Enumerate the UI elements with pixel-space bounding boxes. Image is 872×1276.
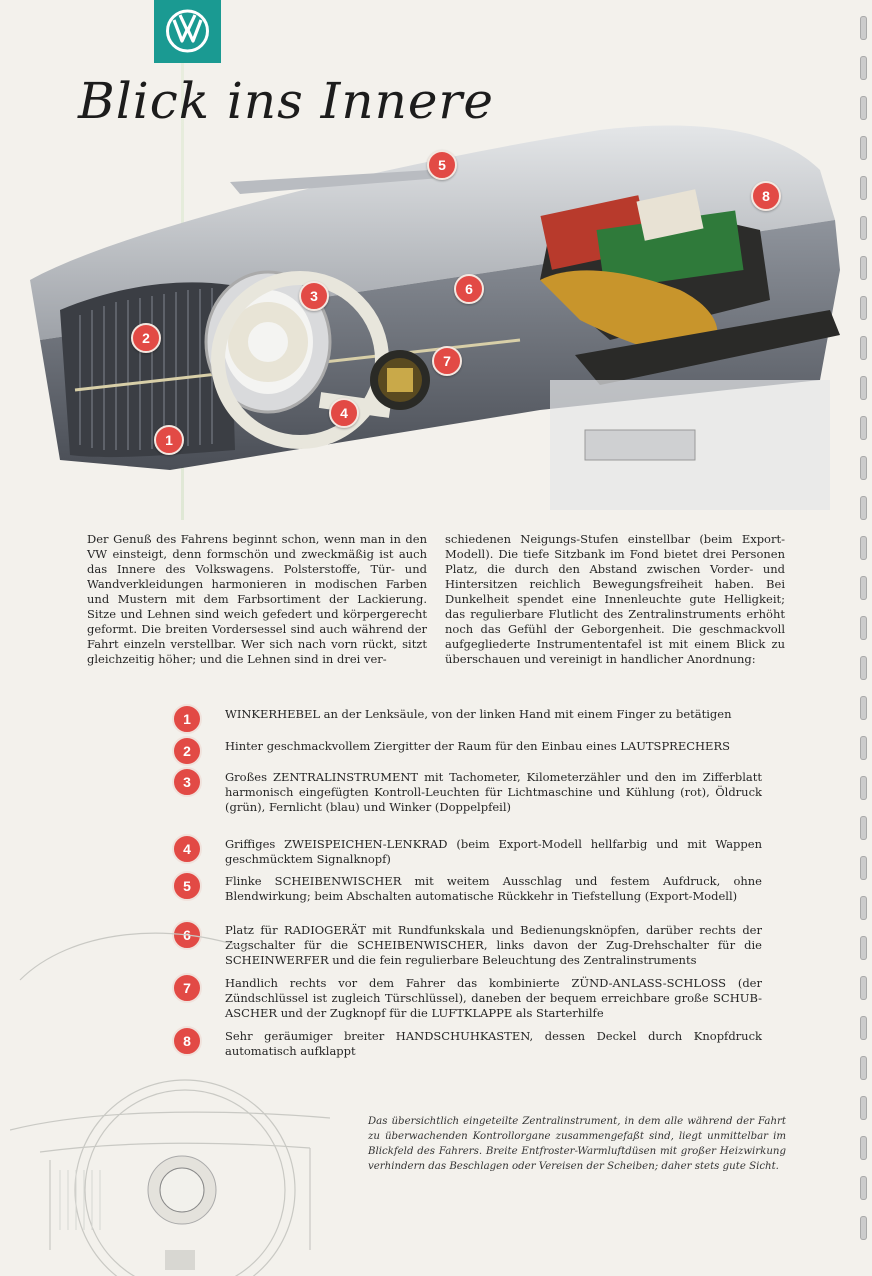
dashboard-illustration xyxy=(0,110,856,530)
feature-text: Handlich rechts vor dem Fahrer das kombinierte ZÜND-ANLASS-SCHLOSS (der Zündschlüssel ist zugleich Türschlüssel), daneben der bequem erreichbare große SCHUB-ASCHER und der Zugknopf für die LUFTKLAPPE als Starterhilfe xyxy=(225,976,762,1020)
dashboard-sketch xyxy=(10,890,370,1276)
feature-item-3 xyxy=(172,770,762,815)
page-title: Blick ins Innere xyxy=(78,72,494,130)
feature-text: Platz für RADIOGERÄT mit Rundfunkskala und Bedienungsknöpfen, darüber rechts der Zugschalter für die SCHEIBENWISCHER, links davon der Zug-Drehschalter für die SCHEINWERFER und die fein regulierbare Beleuchtung des Zentralinstruments xyxy=(225,923,762,967)
feature-text: Sehr geräumiger breiter HANDSCHUHKASTEN, dessen Deckel durch Knopfdruck automatisch aufklappt xyxy=(225,1029,762,1058)
feature-text: Griffiges ZWEISPEICHEN-LENKRAD (beim Export-Modell hellfarbig und mit Wappen geschmücktem Signalknopf) xyxy=(225,837,762,866)
vw-logo xyxy=(154,0,221,63)
feature-number: 6 xyxy=(172,920,202,950)
marker-3: 3 xyxy=(299,281,329,311)
feature-item-1 xyxy=(172,707,762,727)
feature-number: 4 xyxy=(172,834,202,864)
marker-1: 1 xyxy=(154,425,184,455)
intro-column-1: Der Genuß des Fahrens beginnt schon, wenn man in den VW einsteigt, denn formschön und zweckmäßig ist auch das Innere des Volkswagens. Polsterstoffe, Tür- und Wandverkleidungen harmonieren in modischen Farben und Mustern mit dem Farbsortiment der Lackierung. Sitze und Lehnen sind weich gefedert und körpergerecht geformt. Die breiten Vordersessel sind auch während der Fahrt einzeln verstellbar. Wer sich nach vorn rückt, sitzt gleichzeitig höher; und die Lehnen sind in drei ver- xyxy=(87,532,427,666)
marker-5: 5 xyxy=(427,150,457,180)
marker-8: 8 xyxy=(751,181,781,211)
feature-number: 3 xyxy=(172,767,202,797)
feature-text: WINKERHEBEL an der Lenksäule, von der linken Hand mit einem Finger zu betätigen xyxy=(225,707,732,721)
feature-number: 5 xyxy=(172,871,202,901)
feature-number: 8 xyxy=(172,1026,202,1056)
feature-text: Großes ZENTRALINSTRUMENT mit Tachometer, Kilometerzähler und den im Zifferblatt harmonisch eingefügten Kontroll-Leuchten für Lichtmaschine und Kühlung (rot), Öldruck (grün), Fernlicht (blau) und Winker (Doppelpfeil) xyxy=(225,770,762,814)
feature-item-4 xyxy=(172,837,762,867)
intro-column-2: schiedenen Neigungs-Stufen einstellbar (beim Export-Modell). Die tiefe Sitzbank im Fond bietet drei Personen Platz, die durch den Abstand zwischen Vorder- und Hintersitzen reichlich Bewegungsfreiheit haben. Bei Dunkelheit spendet eine Innenleuchte gute Helligkeit; das regulierbare Flutlicht des Zentralinstruments erhöht noch das Gefühl der Geborgenheit. Die geschmackvoll aufgegliederte Instrumententafel ist mit einem Blick zu überschauen und vereinigt in handlicher Anordnung: xyxy=(445,532,785,666)
marker-7: 7 xyxy=(432,346,462,376)
feature-number: 1 xyxy=(172,704,202,734)
marker-4: 4 xyxy=(329,398,359,428)
marker-2: 2 xyxy=(131,323,161,353)
caption: Das übersichtlich eingeteilte Zentralinstrument, in dem alle während der Fahrt zu überwachenden Kontrollorgane zusammengefaßt sind, liegt unmittelbar im Blickfeld des Fahrers. Breite Entfroster-Warmluftdüsen mit großer Heizwirkung verhindern das Beschlagen oder Vereisen der Scheiben; daher stets gute Sicht. xyxy=(368,1116,786,1172)
feature-text: Flinke SCHEIBENWISCHER mit weitem Ausschlag und festem Aufdruck, ohne Blendwirkung; beim Abschalten automatische Rückkehr in Tiefstellung (Export-Modell) xyxy=(225,874,762,903)
feature-number: 2 xyxy=(172,736,202,766)
spiral-binding xyxy=(856,0,872,1276)
feature-number: 7 xyxy=(172,973,202,1003)
feature-text: Hinter geschmackvollem Ziergitter der Raum für den Einbau eines LAUTSPRECHERS xyxy=(225,739,730,753)
feature-item-2 xyxy=(172,739,762,759)
marker-6: 6 xyxy=(454,274,484,304)
